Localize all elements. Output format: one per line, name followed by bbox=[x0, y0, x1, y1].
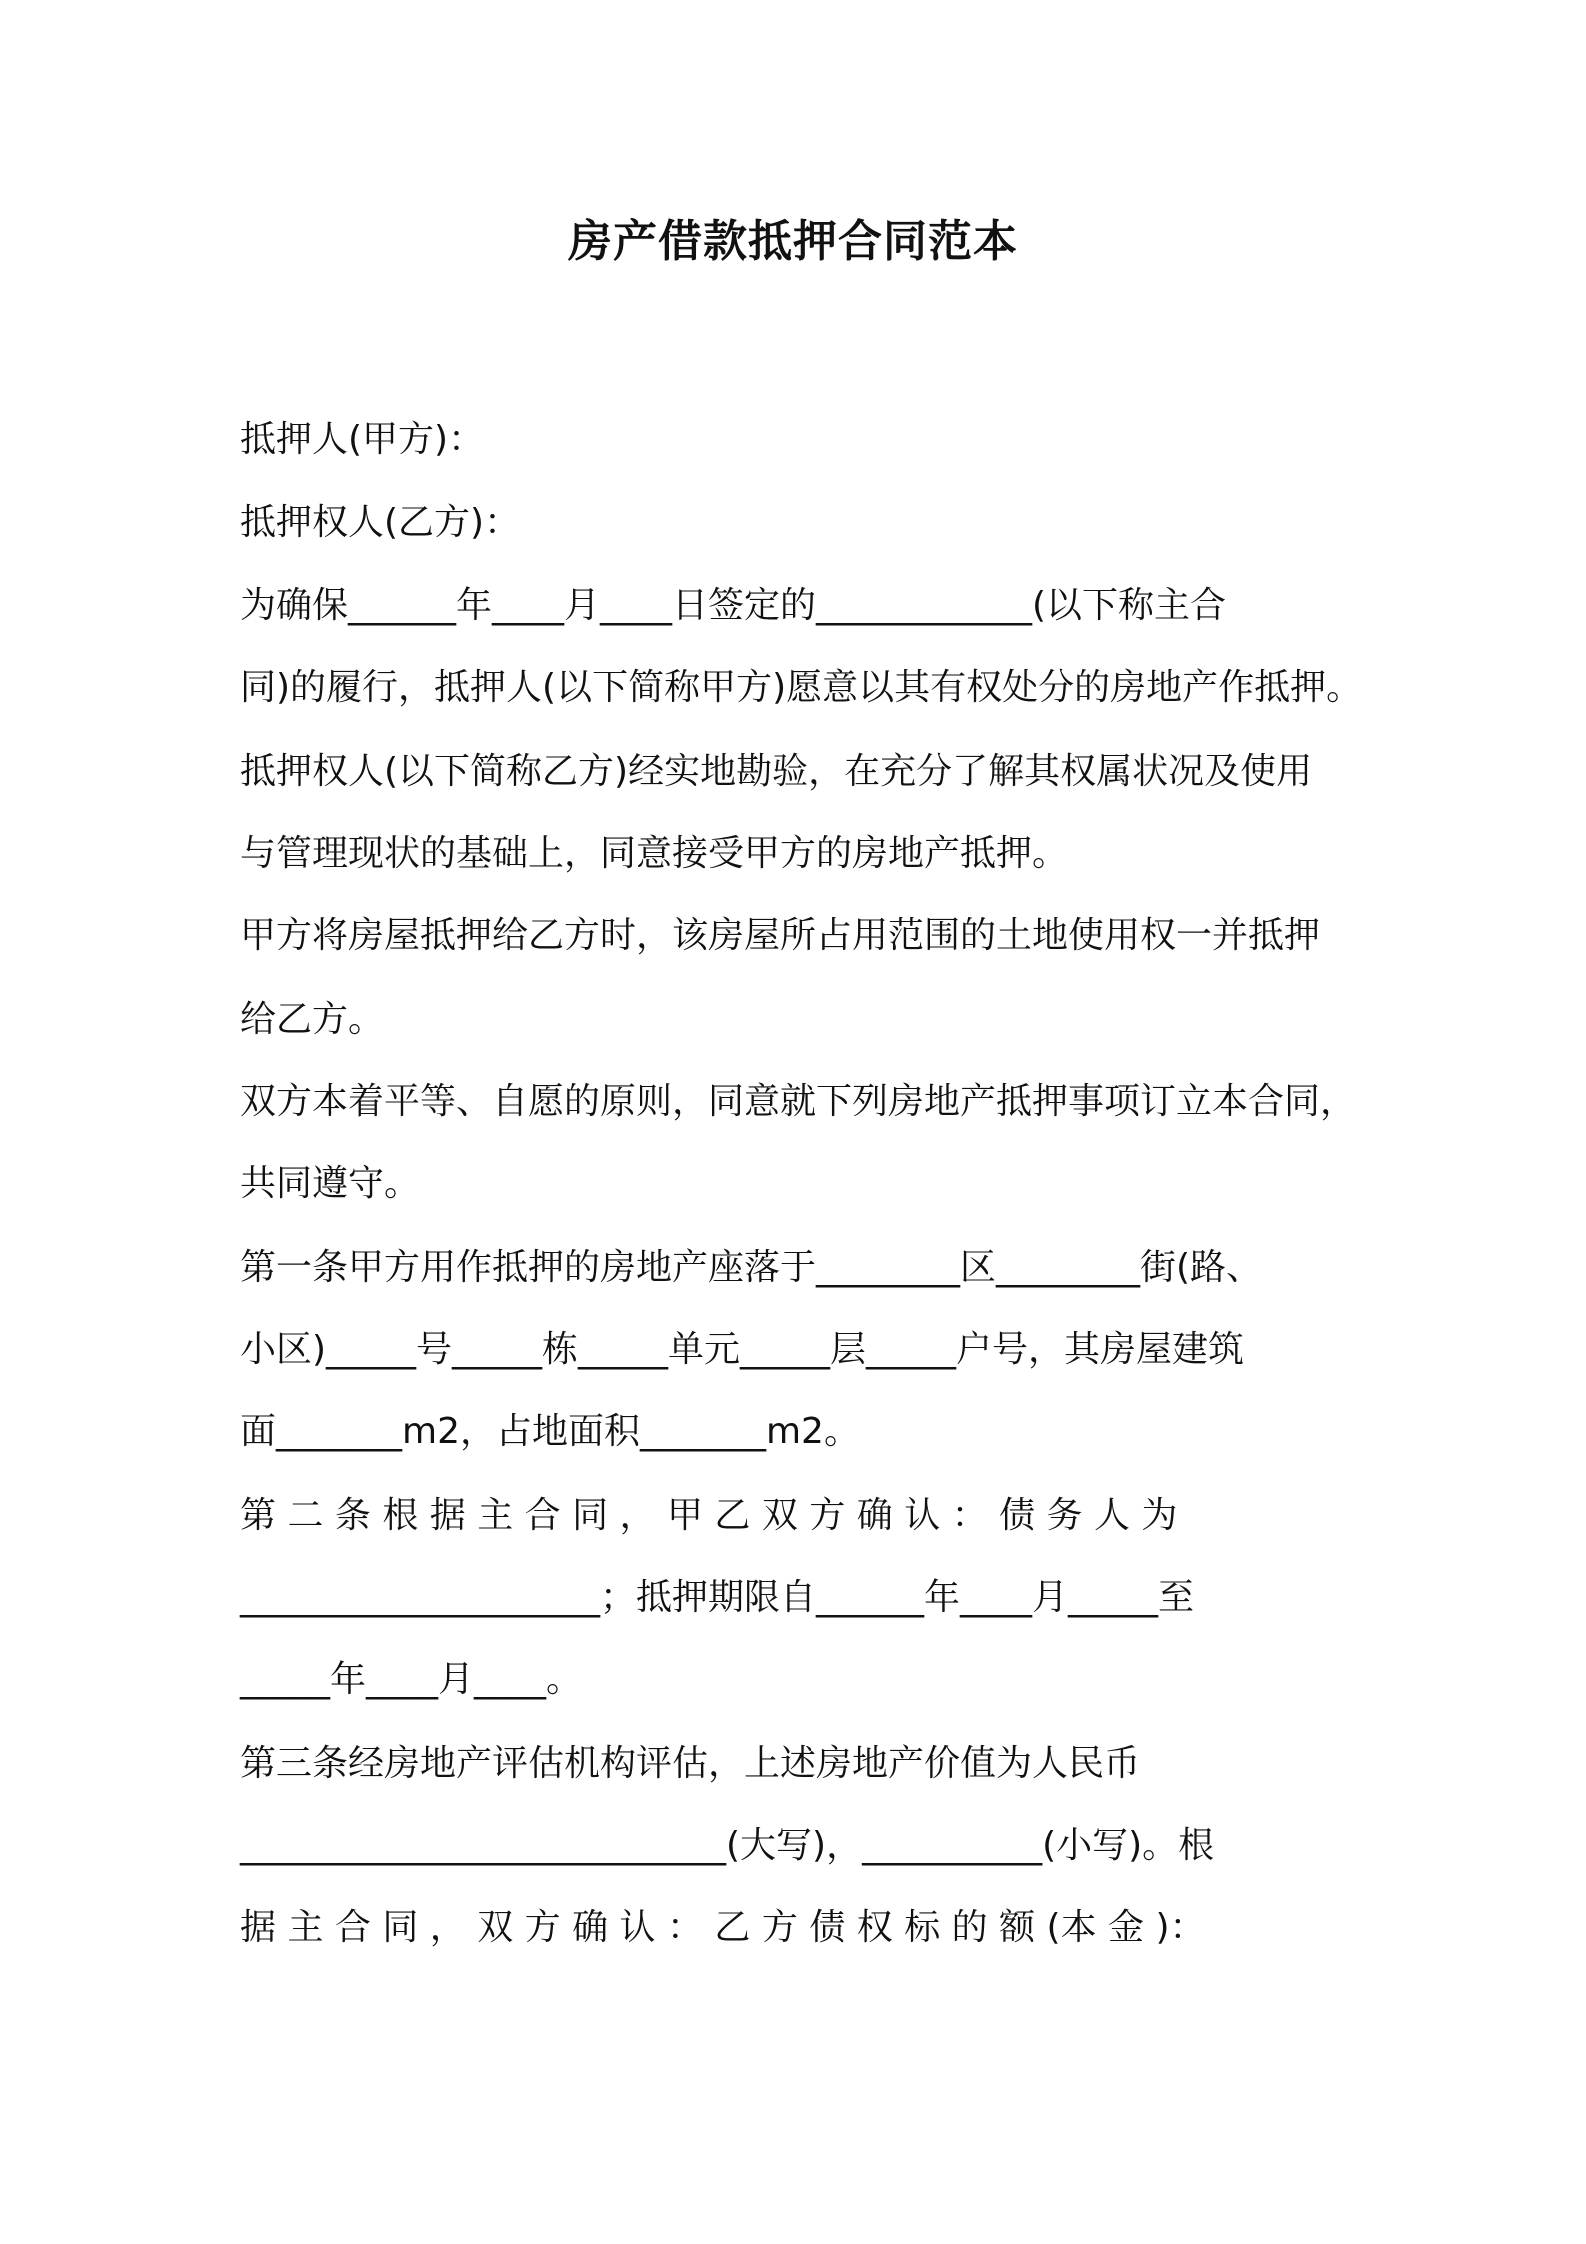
paragraph-line: 双方本着平等、自愿的原则，同意就下列房地产抵押事项订立本合同， bbox=[240, 1081, 1357, 1122]
paragraph-line: 共同遵守。 bbox=[240, 1163, 421, 1204]
article-1-line: 第一条甲方用作抵押的房地产座落于________区________街(路、 bbox=[240, 1247, 1263, 1288]
paragraph-line: 抵押权人(以下简称乙方)经实地勘验，在充分了解其权属状况及使用 bbox=[240, 751, 1313, 792]
article-1-line: 小区)_____号_____栋_____单元_____层_____户号，其房屋建筑 bbox=[240, 1329, 1245, 1370]
paragraph-line: 为确保______年____月____日签定的____________(以下称主合 bbox=[240, 585, 1227, 626]
article-3-line: 据 主 合 同 ， 双 方 确 认 ： 乙 方 债 权 标 的 额 (本 金 )： bbox=[240, 1907, 1206, 1948]
article-3-line: ___________________________(大写)，__________(小写)。根 bbox=[240, 1825, 1215, 1866]
paragraph-line: 同)的履行，抵押人(以下简称甲方)愿意以其有权处分的房地产作抵押。 bbox=[240, 667, 1363, 708]
mortgagor-line: 抵押人(甲方)： bbox=[240, 419, 485, 460]
paragraph-line: 甲方将房屋抵押给乙方时，该房屋所占用范围的土地使用权一并抵押 bbox=[240, 915, 1321, 956]
article-1-line: 面_______m2，占地面积_______m2。 bbox=[240, 1411, 860, 1452]
article-2-line: _____年____月____。 bbox=[240, 1659, 582, 1700]
document-title: 房产借款抵押合同范本 bbox=[568, 216, 1018, 267]
article-3-line: 第三条经房地产评估机构评估，上述房地产价值为人民币 bbox=[240, 1743, 1141, 1784]
article-2-line: ____________________；抵押期限自______年____月_____至 bbox=[240, 1577, 1195, 1618]
paragraph-line: 与管理现状的基础上，同意接受甲方的房地产抵押。 bbox=[240, 833, 1069, 874]
article-2-line: 第 二 条 根 据 主 合 同 ， 甲 乙 双 方 确 认 ： 债 务 人 为 bbox=[240, 1495, 1178, 1536]
paragraph-line: 给乙方。 bbox=[240, 999, 385, 1040]
mortgagee-line: 抵押权人(乙方)： bbox=[240, 502, 521, 543]
